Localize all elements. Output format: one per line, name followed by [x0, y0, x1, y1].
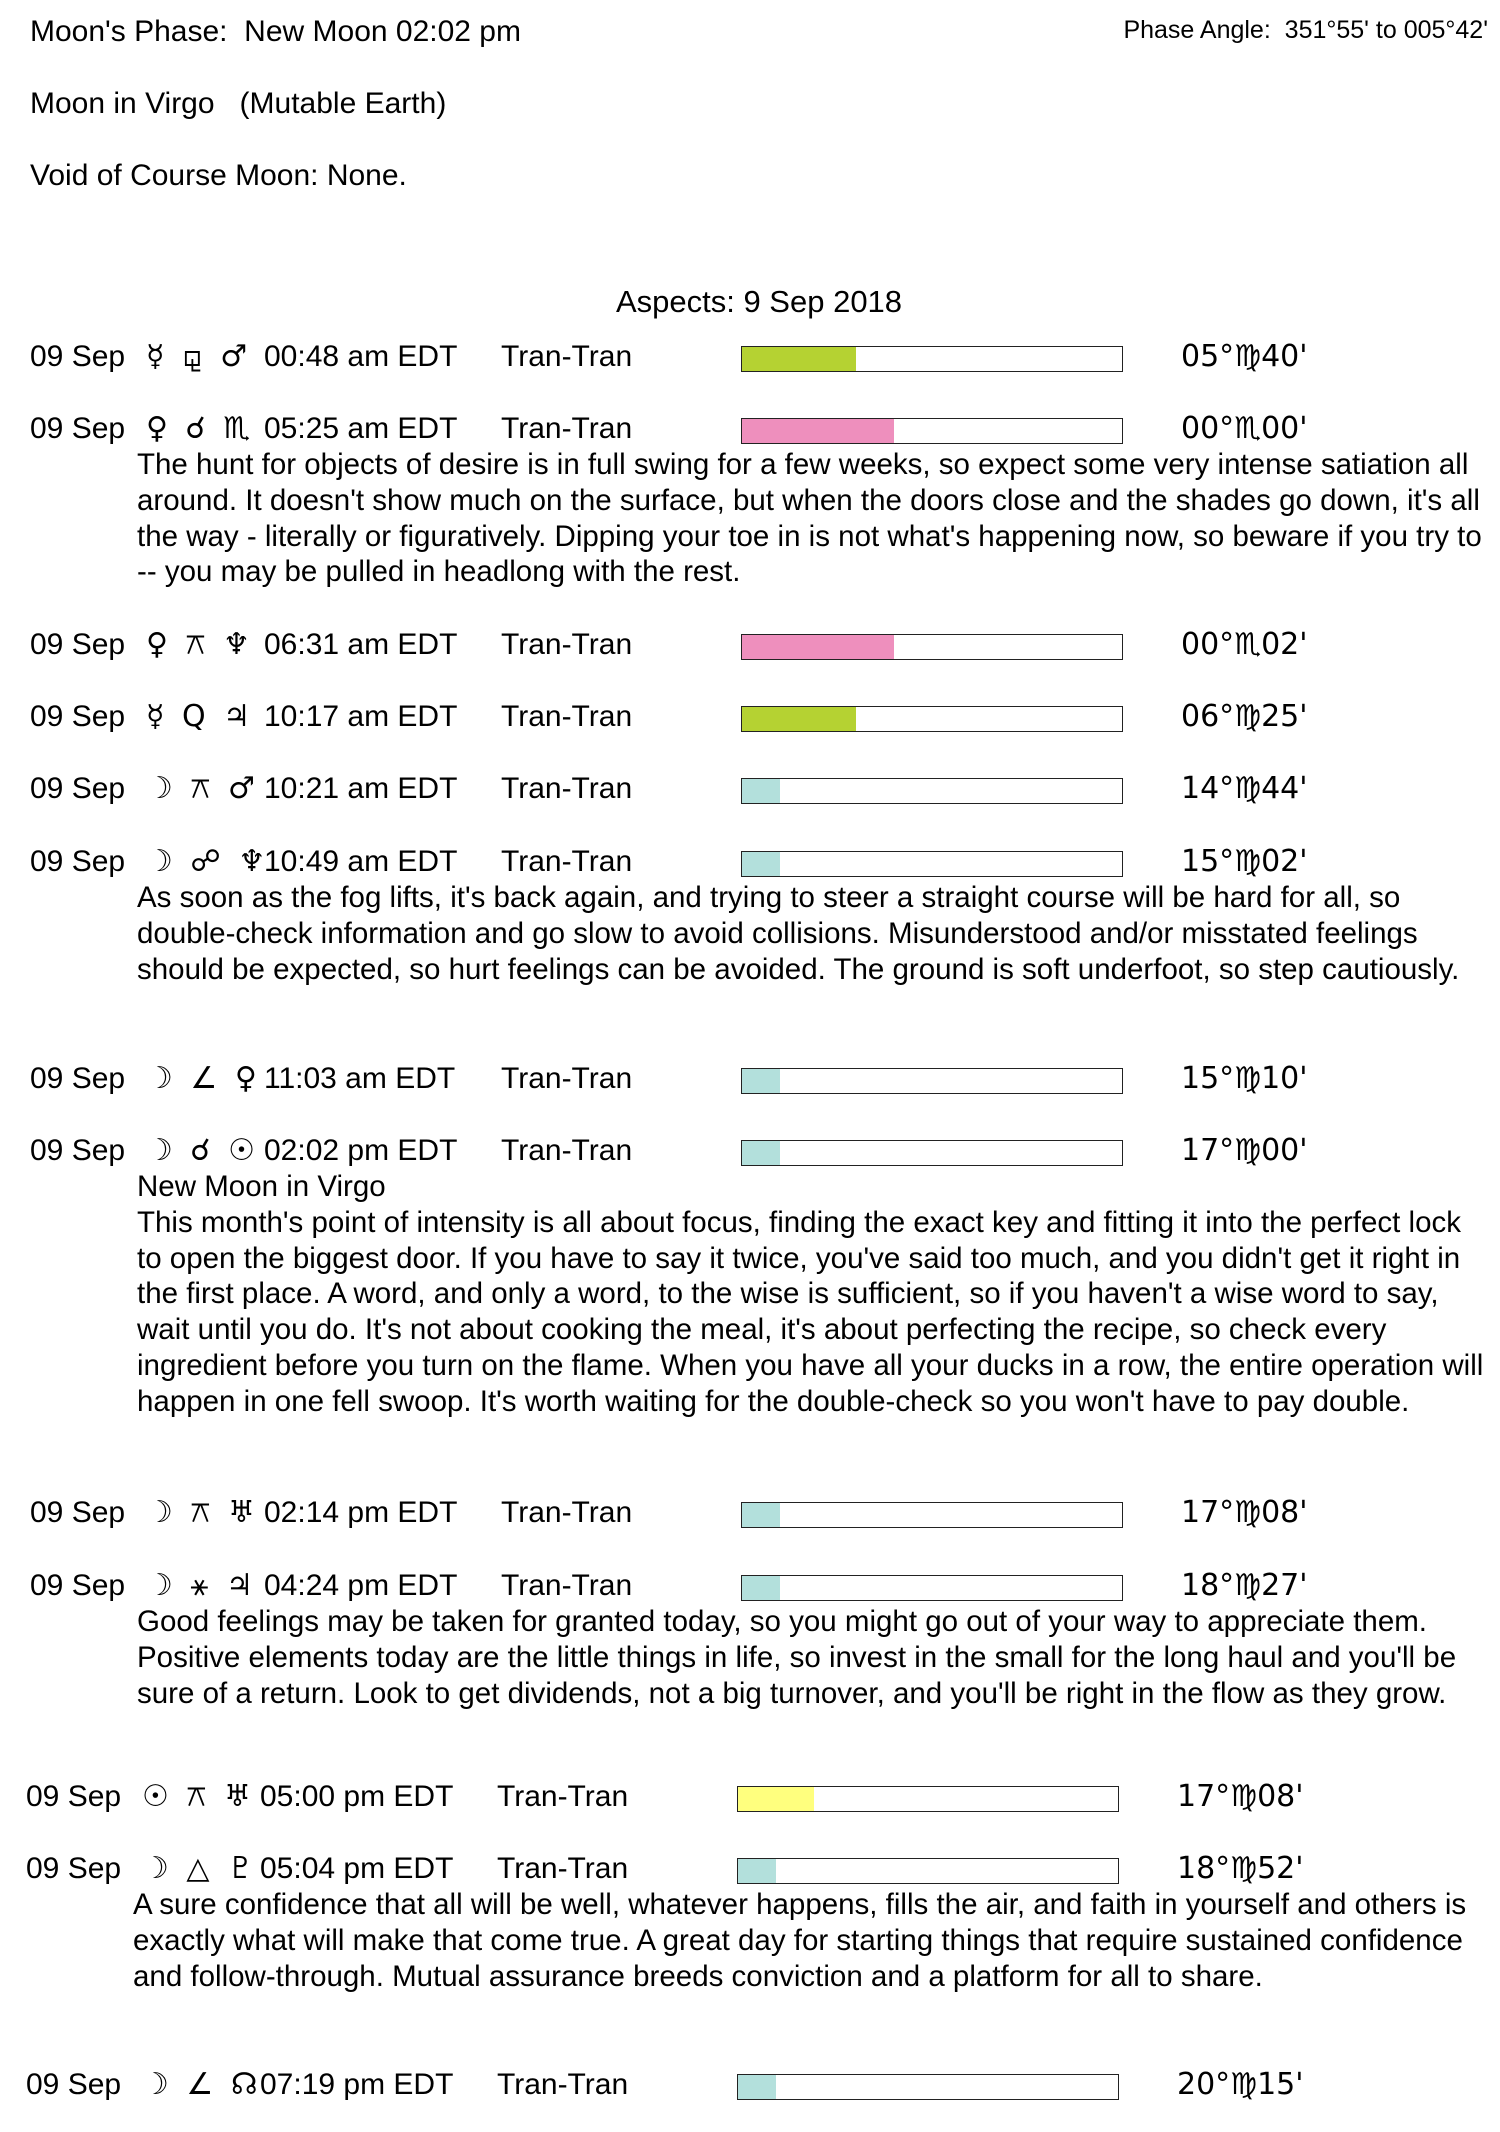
aspect-kind: Tran-Tran	[501, 1569, 633, 1602]
strength-bar	[741, 1575, 1123, 1601]
strength-bar	[737, 2074, 1119, 2100]
aspect-glyphs: ☽ ⚻ ♅	[146, 1495, 259, 1530]
aspect-degree: 18°♍27'	[1181, 1568, 1308, 1603]
aspect-description	[137, 1604, 1487, 1711]
aspect-time: 06:31 am EDT	[264, 628, 458, 661]
aspect-row	[30, 626, 1470, 664]
aspect-kind: Tran-Tran	[501, 340, 633, 373]
phase-angle: Phase Angle: 351°55' to 005°42'	[1123, 16, 1488, 44]
aspect-description-paragraph: A sure confidence that all will be well, whatever happens, fills the air, and faith in yourself and others is exactly what will make that come true. A great day for starting things that require sustained confidence and follow-through. Mutual assurance breeds conviction and a platform for all to share.	[133, 1888, 1467, 1993]
aspect-description	[133, 1887, 1483, 1994]
aspect-time: 00:48 am EDT	[264, 340, 458, 373]
aspect-time: 10:49 am EDT	[264, 845, 458, 878]
aspect-glyphs: ☽ ☍ ♆	[146, 844, 270, 879]
aspect-glyphs: ♀ ⚻ ♆	[146, 627, 254, 662]
aspect-degree: 00°♏02'	[1181, 627, 1308, 662]
aspect-date: 09 Sep	[30, 628, 126, 661]
strength-bar-fill	[742, 1069, 780, 1093]
aspect-description	[137, 880, 1487, 987]
strength-bar	[741, 1140, 1123, 1166]
aspect-glyphs: ☉ ⚻ ♅	[142, 1779, 255, 1814]
aspect-date: 09 Sep	[30, 845, 126, 878]
aspect-row	[26, 1850, 1466, 1888]
strength-bar	[741, 634, 1123, 660]
strength-bar	[741, 1502, 1123, 1528]
aspect-degree: 14°♍44'	[1181, 771, 1308, 806]
strength-bar	[737, 1786, 1119, 1812]
aspect-glyphs: ♀ ☌ ♏	[146, 411, 255, 446]
aspect-kind: Tran-Tran	[501, 628, 633, 661]
strength-bar	[741, 418, 1123, 444]
aspect-description	[137, 447, 1487, 590]
aspect-time: 02:14 pm EDT	[264, 1496, 458, 1529]
strength-bar-fill	[738, 1787, 814, 1811]
aspect-row	[30, 770, 1470, 808]
strength-bar	[737, 1858, 1119, 1884]
aspects-title: Aspects: 9 Sep 2018	[615, 284, 903, 319]
aspect-kind: Tran-Tran	[501, 1062, 633, 1095]
strength-bar-fill	[742, 852, 780, 876]
strength-bar	[741, 1068, 1123, 1094]
strength-bar-fill	[742, 347, 856, 371]
aspect-description-paragraph: The hunt for objects of desire is in full swing for a few weeks, so expect some very intense satiation all around. It doesn't show much on the surface, but when the doors close and the shades go down, it's all the way - literally or figuratively. Dipping your toe in is not what's happening now, so beware if you try to -- you may be pulled in headlong with the rest.	[137, 448, 1482, 589]
aspect-kind: Tran-Tran	[501, 1496, 633, 1529]
aspect-date: 09 Sep	[30, 1062, 126, 1095]
strength-bar	[741, 778, 1123, 804]
aspect-degree: 18°♍52'	[1177, 1851, 1304, 1886]
aspect-time: 10:17 am EDT	[264, 700, 458, 733]
aspect-degree: 15°♍02'	[1181, 844, 1308, 879]
aspect-time: 07:19 pm EDT	[260, 2068, 454, 2101]
aspect-description-paragraph: Good feelings may be taken for granted today, so you might go out of your way to appreciate them. Positive elements today are the little things in life, so invest in the small for the long haul and you'll be sure of a return. Look to get dividends, not a big turnover, and you'll be right in the flow as they grow.	[137, 1605, 1457, 1710]
strength-bar	[741, 346, 1123, 372]
strength-bar	[741, 851, 1123, 877]
aspect-row	[30, 1132, 1470, 1170]
strength-bar-fill	[742, 779, 780, 803]
aspect-degree: 06°♍25'	[1181, 699, 1308, 734]
aspect-kind: Tran-Tran	[501, 1134, 633, 1167]
aspect-glyphs: ☽ ☌ ☉	[146, 1133, 260, 1168]
aspect-row	[30, 843, 1470, 881]
aspect-date: 09 Sep	[30, 1569, 126, 1602]
strength-bar-fill	[742, 1503, 780, 1527]
aspect-kind: Tran-Tran	[497, 1780, 629, 1813]
aspect-time: 11:03 am EDT	[264, 1062, 456, 1095]
aspect-description-paragraph: New Moon in Virgo	[137, 1170, 386, 1203]
aspect-date: 09 Sep	[30, 412, 126, 445]
aspect-date: 09 Sep	[30, 1496, 126, 1529]
aspect-glyphs: ☽ △ ♇	[142, 1851, 258, 1886]
aspect-degree: 15°♍10'	[1181, 1061, 1308, 1096]
aspect-glyphs: ☿ Q ♃	[146, 699, 254, 734]
strength-bar-fill	[742, 635, 894, 659]
aspect-row	[30, 1494, 1470, 1532]
strength-bar-fill	[742, 1576, 780, 1600]
aspect-date: 09 Sep	[30, 772, 126, 805]
aspect-time: 02:02 pm EDT	[264, 1134, 458, 1167]
aspect-degree: 17°♍00'	[1181, 1133, 1308, 1168]
strength-bar-fill	[738, 1859, 776, 1883]
moon-phase: Moon's Phase: New Moon 02:02 pm	[30, 15, 521, 48]
aspect-degree: 05°♍40'	[1181, 339, 1308, 374]
aspect-date: 09 Sep	[26, 1780, 122, 1813]
aspect-glyphs: ☽ ∠ ♀	[146, 1061, 261, 1096]
aspect-row	[26, 1778, 1466, 1816]
strength-bar-fill	[738, 2075, 776, 2099]
aspect-degree: 17°♍08'	[1177, 1779, 1304, 1814]
aspect-row	[30, 410, 1470, 448]
aspect-kind: Tran-Tran	[501, 772, 633, 805]
strength-bar	[741, 706, 1123, 732]
void-of-course: Void of Course Moon: None.	[30, 159, 407, 192]
aspect-time: 10:21 am EDT	[264, 772, 458, 805]
aspect-time: 05:25 am EDT	[264, 412, 458, 445]
aspect-kind: Tran-Tran	[497, 1852, 629, 1885]
aspect-degree: 00°♏00'	[1181, 411, 1308, 446]
moon-sign: Moon in Virgo (Mutable Earth)	[30, 87, 447, 120]
aspect-degree: 20°♍15'	[1177, 2067, 1304, 2102]
strength-bar-fill	[742, 419, 894, 443]
aspect-glyphs: ☽ ∠ ☊	[142, 2067, 262, 2102]
aspect-description-paragraph: As soon as the fog lifts, it's back again, and trying to steer a straight course will be hard for all, so double-check information and go slow to avoid collisions. Misunderstood and/or misstated feelings should be expected, so hurt feelings can be avoided. The ground is soft underfoot, so step cautiously.	[137, 881, 1460, 986]
aspect-kind: Tran-Tran	[501, 412, 633, 445]
aspect-row	[30, 1567, 1470, 1605]
aspect-row	[30, 338, 1470, 376]
aspect-date: 09 Sep	[30, 1134, 126, 1167]
aspect-time: 05:04 pm EDT	[260, 1852, 454, 1885]
aspect-date: 09 Sep	[26, 1852, 122, 1885]
strength-bar-fill	[742, 1141, 780, 1165]
aspect-date: 09 Sep	[30, 340, 126, 373]
aspect-glyphs: ☽ ⚻ ♂	[146, 771, 259, 806]
aspect-degree: 17°♍08'	[1181, 1495, 1308, 1530]
aspect-date: 09 Sep	[30, 700, 126, 733]
aspect-row	[30, 698, 1470, 736]
aspect-date: 09 Sep	[26, 2068, 122, 2101]
aspect-description-paragraph: This month's point of intensity is all about focus, finding the exact key and fitting it into the perfect lock to open the biggest door. If you have to say it twice, you've said too much, and you didn't get it right in the first place. A word, and only a word, to the wise is sufficient, so if you haven't a wise word to say, wait until you do. It's not about cooking the meal, it's about perfecting the recipe, so check every ingredient before you turn on the flame. When you have all your ducks in a row, the entire operation will happen in one fell swoop. It's worth waiting for the double-check so you won't have to pay double.	[137, 1205, 1484, 1418]
strength-bar-fill	[742, 707, 856, 731]
aspect-glyphs: ☿ ⚼ ♂	[146, 339, 252, 374]
aspect-time: 04:24 pm EDT	[264, 1569, 458, 1602]
aspect-description	[137, 1169, 1487, 1420]
aspect-glyphs: ☽ ⚹ ♃	[146, 1568, 257, 1603]
aspect-row	[26, 2066, 1466, 2104]
aspect-kind: Tran-Tran	[501, 845, 633, 878]
aspect-kind: Tran-Tran	[501, 700, 633, 733]
aspect-time: 05:00 pm EDT	[260, 1780, 454, 1813]
aspect-kind: Tran-Tran	[497, 2068, 629, 2101]
aspect-row	[30, 1060, 1470, 1098]
